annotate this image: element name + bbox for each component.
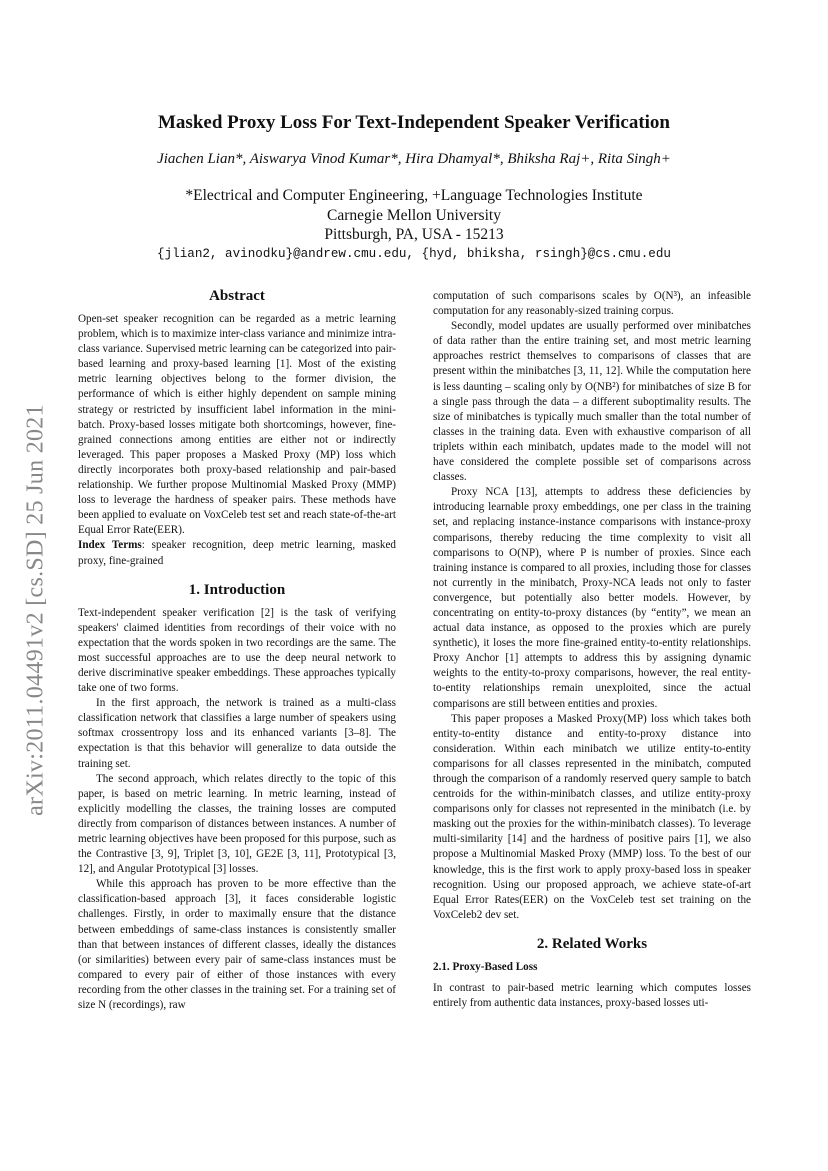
abstract-text: Open-set speaker recognition can be regarded as a metric learning problem, which is to maximize inter-class variance and minimize intra-class variance. Supervised metric learning can be categorized into pair-based learning and proxy-based learning [1]. Most of the existing metric learning objectives belong to the former division, the performance of which is either highly dependent on sample mining strategy or restricted by insufficient label information in the mini-batch. Proxy-based losses mitigate both shortcomings, however, fine-grained connections among entities are either not or indirectly leveraged. This paper proposes a Masked Proxy (MP) loss which directly incorporates both proxy-based relationship and pair-based relationship. We further propose Multinomial Masked Proxy (MMP) loss to leverage the hardness of speaker pairs. These methods have been applied to evaluate on VoxCeleb test set and reach state-of-the-art Equal Error Rate(EER). xyxy=(78,313,396,537)
affiliation-departments: *Electrical and Computer Engineering, +Language Technologies Institute xyxy=(185,187,643,204)
author-emails: {jlian2, avinodku}@andrew.cmu.edu, {hyd, bhiksha, rsingh}@cs.cmu.edu xyxy=(157,247,671,261)
arxiv-identifier-text: arXiv:2011.04491v2 [cs.SD] 25 Jun 2021 xyxy=(22,404,49,816)
index-terms-text: : speaker recognition, deep metric learning, masked proxy, fine-grained xyxy=(78,539,396,567)
intro-paragraph-3: The second approach, which relates directly to the topic of this paper, is based on metric learning. In metric learning, instead of explicitly modelling the classes, the training losses are computed directly from comparison of distances between instances. A number of metric learning objectives have been proposed for this purpose, such as the Contrastive [3, 9], Triplet [3, 10], GE2E [3, 11], Prototypical [3, 12], and Angular Prototypical [3] losses. xyxy=(78,772,396,876)
right-paragraph-3: Proxy NCA [13], attempts to address these deficiencies by introducing learnable proxy embeddings, one per class in the training set, and replacing instance-instance comparisons with instance-proxy comparisons, thereby reducing the time complexity to visit all comparisons to O(NP), where P is number of proxies. Since each training instance is compared to all proxies, including those for classes not currently in the minibatch, Proxy-NCA leads not only to faster convergence, but potentially also better models. However, by concentrating on entity-to-proxy distances (by “entity”, we mean an actual data instance, as opposed to the proxies which are purely synthetic), it loses the more fine-grained entity-to-entity relationships. Proxy Anchor [1] attempts to address this by assigning dynamic weights to the entity-to-proxy comparisons, however, the real entity-to-entity relationships remain unexploited, since the actual comparisons are still between entities and proxies. xyxy=(433,486,751,710)
related-works-heading: 2. Related Works xyxy=(536,935,648,952)
right-paragraph-4: This paper proposes a Masked Proxy(MP) loss which takes both entity-to-entity distance and entity-to-proxy distance into consideration. Within each minibatch we utilize entity-to-entity comparisons for all classes represented in the minibatch, computed through the comparison of a randomly reserved query sample to batch centroids for the within-minibatch classes, and utilize entity-proxy comparisons only for classes not represented in the minibatch (i.e. by masking out the proxies for the within-minibatch classes). To leverage multi-similarity [14] and the hardness of positive pairs [1], we also propose a Multinomial Masked Proxy (MMP) loss. To the best of our knowledge, this is the first work to apply proxy-based loss in speaker recognition. Using our proposed approach, we achieve state-of-art Equal Error Rates(EER) on the VoxCeleb test set training on the VoxCeleb2 dev set. xyxy=(433,712,751,921)
intro-paragraph-4: While this approach has proven to be more effective than the classification-based approach [3], it faces considerable logistic challenges. Firstly, in order to maximally ensure that the distance between embeddings of same-class instances is consistently smaller than that between instances of different classes, ideally the distances (or similarities) between every pair of same-class instances must be compared to every pair of either of those instances with every recording from the other classes in the training set. For a training set of size N (recordings), raw xyxy=(78,878,396,1012)
right-paragraph-1: computation of such comparisons scales by O(N³), an infeasible computation for any reasonably-sized training corpus. xyxy=(433,290,751,318)
index-terms xyxy=(78,538,396,568)
right-paragraph-5: In contrast to pair-based metric learning which computes losses entirely from authentic data instances, proxy-based losses uti- xyxy=(433,982,751,1010)
affiliation xyxy=(80,186,748,245)
paper-title: Masked Proxy Loss For Text-Independent Speaker Verification xyxy=(158,112,670,133)
introduction-heading: 1. Introduction xyxy=(188,581,286,598)
arxiv-identifier xyxy=(6,360,66,860)
proxy-based-loss-heading: 2.1. Proxy-Based Loss xyxy=(433,960,538,973)
intro-paragraph-2: In the first approach, the network is trained as a multi-class classification network that classifies a large number of speakers using softmax crossentropy loss and its enhanced variants [3–8]. The expectation is that this behavior will generalize to data outside the training set. xyxy=(78,697,396,770)
abstract-heading: Abstract xyxy=(209,288,265,304)
affiliation-address: Pittsburgh, PA, USA - 15213 xyxy=(324,226,504,243)
affiliation-university: Carnegie Mellon University xyxy=(327,206,501,224)
intro-paragraph-1: Text-independent speaker verification [2] is the task of verifying speakers' claimed identities from recordings of their voice with no expectation that the words spoken in two recordings are the same. The most successful approaches are to use the deep neural network to derive discriminative speaker embeddings. These approaches typically take one of two forms. xyxy=(78,606,396,695)
left-column xyxy=(78,286,396,1013)
right-column xyxy=(433,289,751,1011)
author-list: Jiachen Lian*, Aiswarya Vinod Kumar*, Hira Dhamyal*, Bhiksha Raj+, Rita Singh+ xyxy=(157,151,671,167)
index-terms-label: Index Terms xyxy=(78,539,142,552)
right-paragraph-2: Secondly, model updates are usually performed over minibatches of data rather than the entire training set, and most metric learning approaches restrict themselves to comparisons of classes that are present within the minibatches [3, 11, 12]. While the computation here is less daunting – scaling only by O(NB²) for minibatches of size B for a single pass through the data – a different suboptimality results. The size of minibatches is typically much smaller than the total number of classes in the training data. Even with exhaustive comparison of all triplets within each minibatch, updates made to the model will not have considered the complete possible set of comparisons across classes. xyxy=(433,320,751,484)
